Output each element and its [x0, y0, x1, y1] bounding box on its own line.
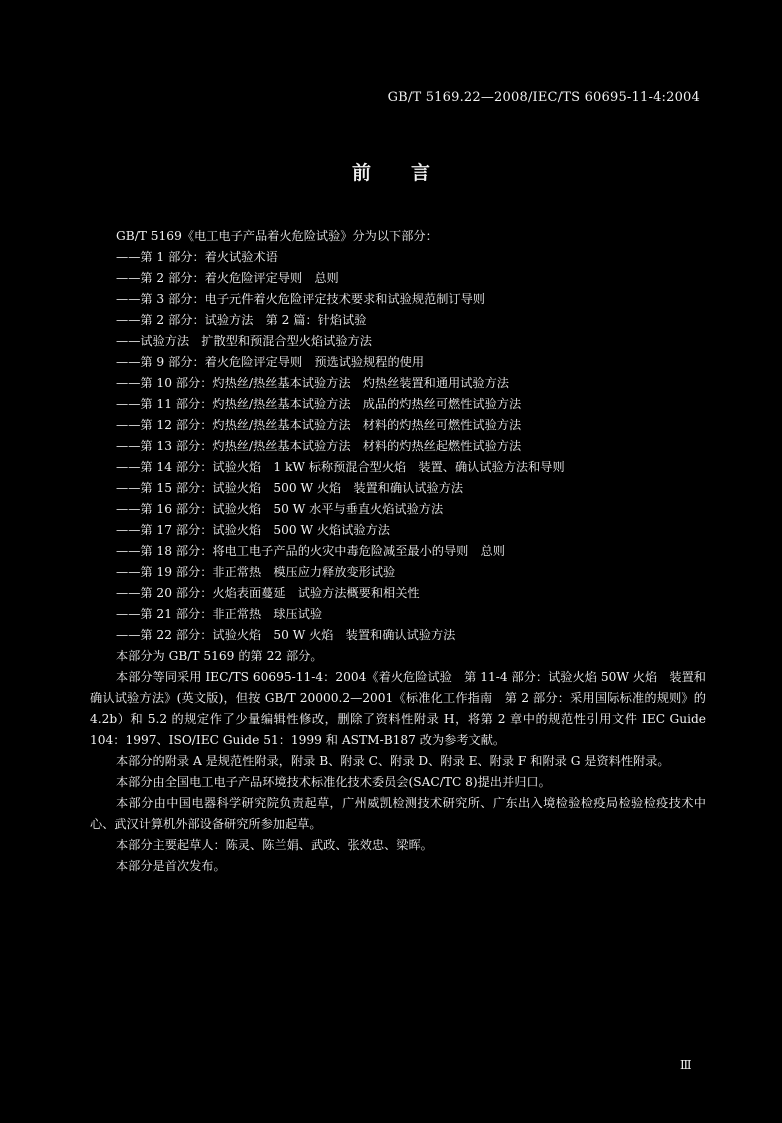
- list-item: ——第 1 部分：着火试验术语: [116, 250, 278, 264]
- list-item: ——第 22 部分：试验火焰 50 W 火焰 装置和确认试验方法: [116, 628, 456, 642]
- list-item: ——第 9 部分：着火危险评定导则 预选试验规程的使用: [116, 355, 425, 369]
- parts-list: [116, 247, 706, 646]
- paragraph: 本部分是首次发布。: [116, 859, 226, 873]
- paragraphs: [90, 646, 706, 877]
- list-item: ——第 19 部分：非正常热 模压应力释放变形试验: [116, 565, 396, 579]
- list-item: ——试验方法 扩散型和预混合型火焰试验方法: [116, 334, 372, 348]
- paragraph: 本部分由中国电器科学研究院负责起草，广州威凯检测技术研究所、广东出入境检验检疫局检验检疫技术中心、武汉计算机外部设备研究所参加起草。: [90, 796, 706, 831]
- list-item: ——第 12 部分：灼热丝/热丝基本试验方法 材料的灼热丝可燃性试验方法: [116, 418, 522, 432]
- list-item: ——第 17 部分：试验火焰 500 W 火焰试验方法: [116, 523, 390, 537]
- paragraph: 本部分的附录 A 是规范性附录，附录 B、附录 C、附录 D、附录 E、附录 F 和附录 G 是资料性附录。: [116, 754, 670, 768]
- page-title: 前言: [351, 162, 470, 184]
- list-item: ——第 3 部分：电子元件着火危险评定技术要求和试验规范制订导则: [116, 292, 485, 306]
- list-item: ——第 2 部分：着火危险评定导则 总则: [116, 271, 339, 285]
- preface-body: [90, 226, 706, 877]
- list-item: ——第 14 部分：试验火焰 1 kW 标称预混合型火焰 装置、确认试验方法和导则: [116, 460, 565, 474]
- list-item: ——第 15 部分：试验火焰 500 W 火焰 装置和确认试验方法: [116, 481, 464, 495]
- page-number: Ⅲ: [680, 1058, 692, 1072]
- list-item: ——第 13 部分：灼热丝/热丝基本试验方法 材料的灼热丝起燃性试验方法: [116, 439, 522, 453]
- standard-code: GB/T 5169.22—2008/IEC/TS 60695-11-4:2004: [387, 90, 700, 105]
- list-item: ——第 20 部分：火焰表面蔓延 试验方法概要和相关性: [116, 586, 420, 600]
- list-item: ——第 16 部分：试验火焰 50 W 水平与垂直火焰试验方法: [116, 502, 444, 516]
- list-item: ——第 11 部分：灼热丝/热丝基本试验方法 成品的灼热丝可燃性试验方法: [116, 397, 522, 411]
- list-item: ——第 21 部分：非正常热 球压试验: [116, 607, 323, 621]
- paragraph: 本部分由全国电工电子产品环境技术标准化技术委员会(SAC/TC 8)提出并归口。: [116, 775, 551, 789]
- list-item: ——第 10 部分：灼热丝/热丝基本试验方法 灼热丝装置和通用试验方法: [116, 376, 509, 390]
- paragraph: 本部分主要起草人：陈灵、陈兰娟、武政、张效忠、梁晖。: [116, 838, 433, 852]
- list-item: ——第 2 部分：试验方法 第 2 篇：针焰试验: [116, 313, 367, 327]
- list-item: ——第 18 部分：将电工电子产品的火灾中毒危险减至最小的导则 总则: [116, 544, 505, 558]
- intro-text: GB/T 5169《电工电子产品着火危险试验》分为以下部分：: [116, 229, 438, 243]
- paragraph: 本部分为 GB/T 5169 的第 22 部分。: [116, 649, 323, 663]
- paragraph: 本部分等同采用 IEC/TS 60695-11-4：2004《着火危险试验 第 11-4 部分：试验火焰 50W 火焰 装置和确认试验方法》(英文版)，但按 GB/T 20000.2—2001《标准化工作指南 第 2 部分：采用国际标准的规则》的 4.2b）和 5.2 的规定作了少量编辑性修改，删除了资料性附录 H，将第 2 章中的规范性引用文件 IEC Guide 104：1997、ISO/IEC Guide 51：1999 和 ASTM-B187 改为参考文献。: [90, 670, 706, 747]
